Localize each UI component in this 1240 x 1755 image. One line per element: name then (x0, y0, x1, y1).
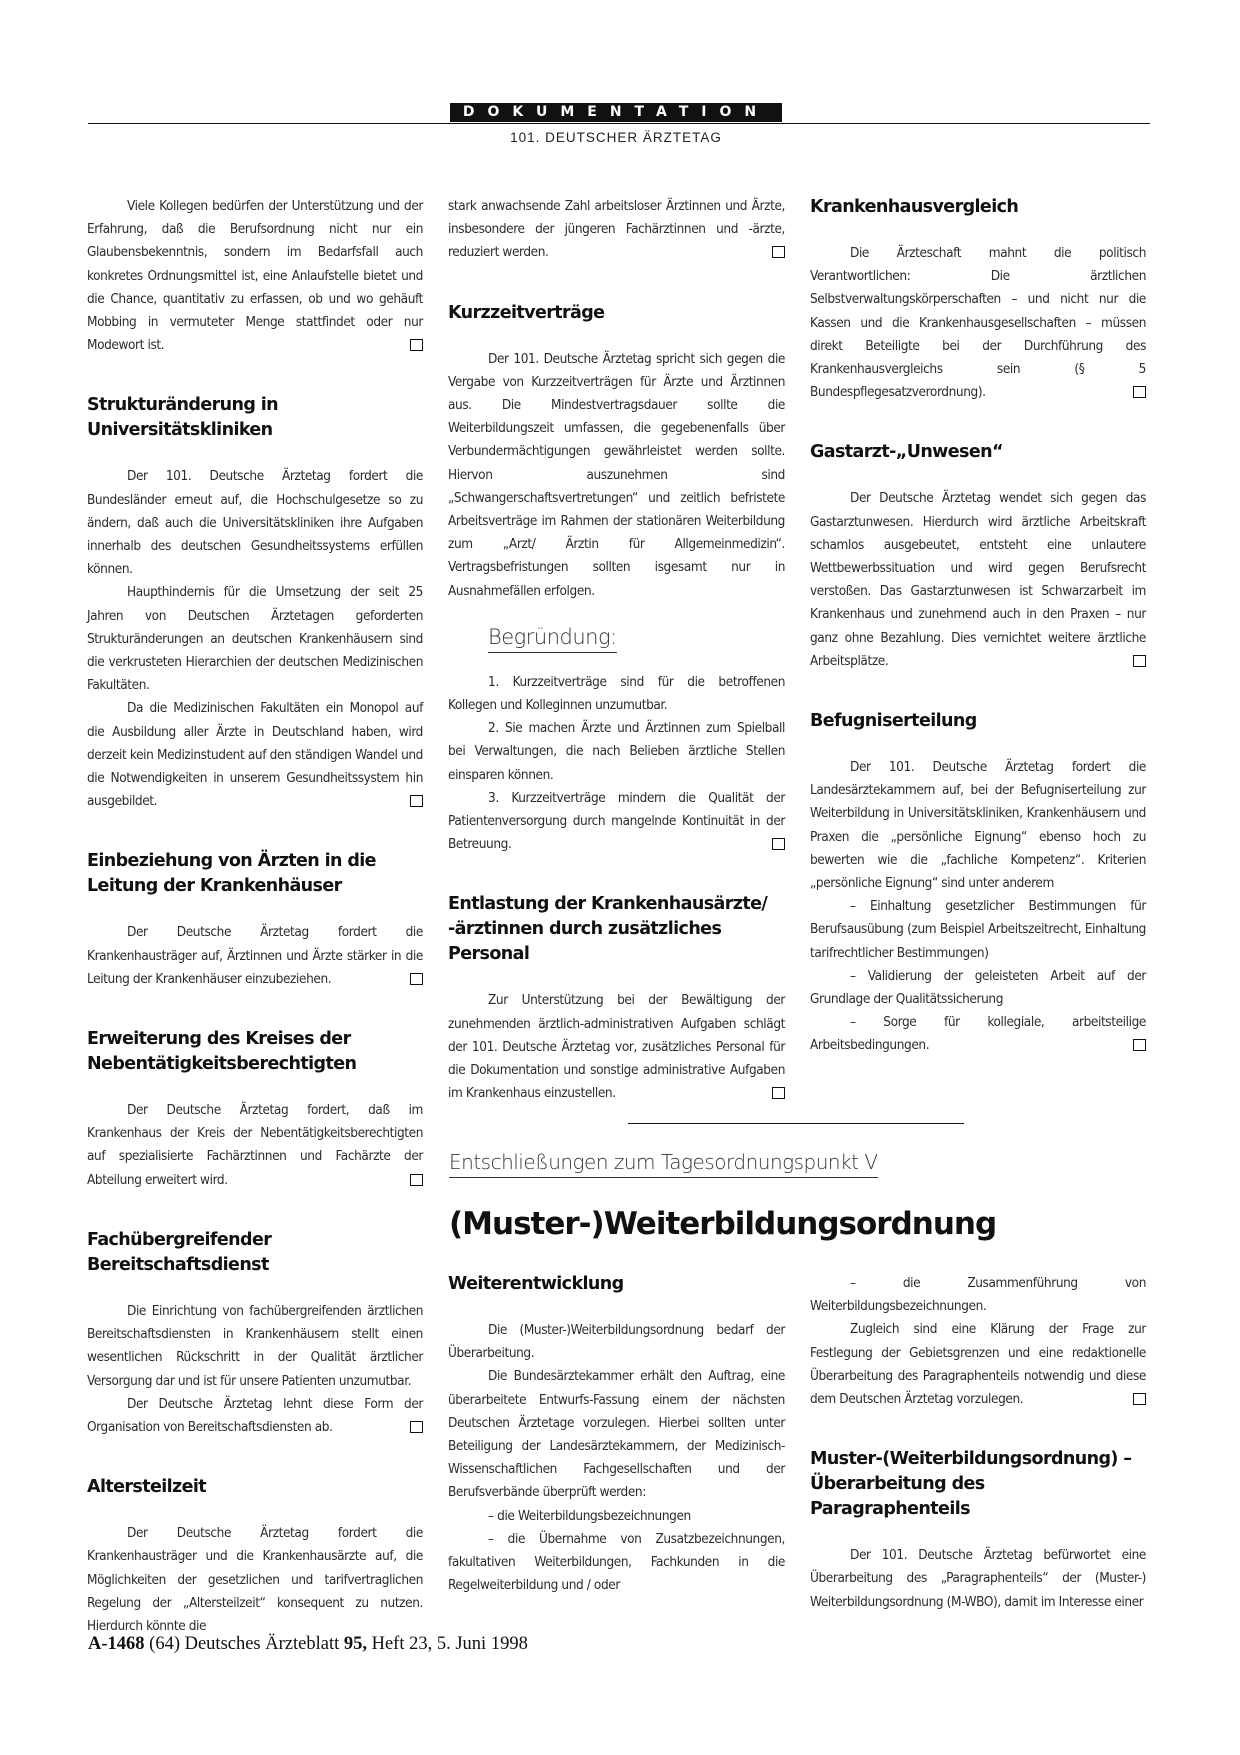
column-middle (448, 195, 785, 1105)
paragraph: 3. Kurzzeitverträge mindern die Qualität der Patientenversorgung durch mangelnde Kontinuität in der Betreuung. (448, 789, 785, 853)
header-rule (88, 123, 1150, 124)
end-box-icon (772, 838, 785, 850)
paragraph: – die Übernahme von Zusatzbezeichnungen, fakultativen Weiterbildungen, Fachkunden in die Regelweiterbildung und / oder (448, 1530, 785, 1594)
paragraph: Der Deutsche Ärztetag fordert die Krankenhausträger auf, Ärztinnen und Ärzte stärker in die Leitung der Krankenhäuser einzubeziehen. (87, 924, 423, 987)
section-heading: Gastarzt-„Unwesen“ (810, 442, 1003, 463)
paragraph: Der Deutsche Ärztetag lehnt diese Form der Organisation von Bereitschaftsdiensten ab. (87, 1395, 423, 1435)
page-footer (88, 1634, 528, 1655)
paragraph: Die Bundesärztekammer erhält den Auftrag, eine überarbeitete Entwurfs-Fassung einem der nächsten Deutschen Ärztetage vorzulegen. Hierbei sollten unter Beteiligung der Landesärztekammern, der Medizinisch-Wissenschaftlichen Fachgesellschaften und der Berufsverbände überprüft werden: (448, 1368, 785, 1501)
end-box-icon (772, 1087, 785, 1099)
paragraph: Die Ärzteschaft mahnt die politisch Verantwortlichen: Die ärztlichen Selbstverwaltungskörperschaften – und nicht nur die Kassen und die Krankenhausgesellschaften – müssen direkt Beteiligte bei der Durchführung des Krankenhausvergleichs sein (§ 5 Bundespflegesatzverordnung). (810, 245, 1146, 401)
paragraph: 2. Sie machen Ärzte und Ärztinnen zum Spielball bei Verwaltungen, die nach Belieben ärztliche Stellen einsparen können. (448, 720, 785, 783)
column-middle-lower (448, 1272, 785, 1597)
section-heading: Befugniserteilung (810, 711, 977, 732)
paragraph: stark anwachsende Zahl arbeitsloser Ärztinnen und Ärzte, insbesondere der jüngeren Fachärztinnen und -ärzte, reduziert werden. (448, 198, 785, 261)
paragraph: Zugleich sind eine Klärung der Frage zur Festlegung der Gebietsgrenzen und eine redaktionelle Überarbeitung des Paragraphenteils notwendig und diese dem Deutschen Ärztetag vorzulegen. (810, 1321, 1146, 1408)
section-band: DOKUMENTATION (450, 103, 782, 122)
paragraph: Der Deutsche Ärztetag wendet sich gegen das Gastarztunwesen. Hierdurch wird ärztliche Arbeitskraft schamlos ausgebeutet, entsteht eine unlautere Wettbewerbssituation und wird gegen Berufsrecht verstoßen. Das Gastarztunwesen ist Schwarzarbeit im Krankenhaus und zunehmend auch in den Praxen – nur ganz ohne Bezahlung. Dies vernichtet weitere ärztliche Arbeitsplätze. (810, 490, 1146, 669)
section-heading: Kurzzeitverträge (448, 302, 605, 323)
end-box-icon (772, 246, 785, 258)
section-heading: Einbeziehung von Ärzten in die Leitung der Krankenhäuser (87, 851, 376, 897)
paragraph: 1. Kurzzeitverträge sind für die betroffenen Kollegen und Kolleginnen unzumutbar. (448, 673, 785, 714)
paragraph: – die Zusammenführung von Weiterbildungsbezeichnungen. (810, 1275, 1146, 1315)
end-box-icon (410, 1174, 423, 1186)
paragraph: – Validierung der geleisteten Arbeit auf der Grundlage der Qualitätssicherung (810, 967, 1146, 1008)
column-left (87, 195, 423, 1638)
section-heading: Fachübergreifender Bereitschaftsdienst (87, 1229, 272, 1275)
paragraph: Da die Medizinischen Fakultäten ein Monopol auf die Ausbildung aller Ärzte in Deutschland haben, wird derzeit kein Medizinstudent auf den ständigen Wandel und die Notwendigkeiten in unserem Gesundheitssystem hin ausgebildet. (87, 700, 423, 810)
paragraph: Viele Kollegen bedürfen der Unterstützung und der Erfahrung, daß die Berufsordnung nicht nur ein Glaubensbekenntnis, sondern im Bedarfsfall auch konkretes Ordnungsmittel ist, eine Anlaufstelle bietet und die Chance, quantitativ zu erfassen, ob und wo gehäuft Mobbing in vermuteter Menge stattfindet oder nur Modewort ist. (87, 198, 423, 354)
end-box-icon (1133, 1039, 1146, 1051)
paragraph: Der Deutsche Ärztetag fordert, daß im Krankenhaus der Kreis der Nebentätigkeitsberechtigten auf spezialisierte Fachärztinnen und Fachärzte der Abteilung erweitert wird. (87, 1102, 423, 1188)
paragraph: Der 101. Deutsche Ärztetag befürwortet eine Überarbeitung des „Paragraphenteils“ der (Muster-) Weiterbildungsordnung (M-WBO), damit im Interesse einer (810, 1547, 1146, 1610)
end-box-icon (1133, 655, 1146, 667)
paragraph: Der Deutsche Ärztetag fordert die Krankenhausträger und die Krankenhausärzte auf, die Möglichkeiten der gesetzlichen und tarifvertraglichen Regelung der „Altersteilzeit“ konsequent zu nutzen. Hierdurch könnte die (87, 1525, 423, 1634)
reasoning-heading: Begründung: (488, 625, 617, 653)
section-heading: Strukturänderung in Universitätskliniken (87, 395, 279, 441)
section-heading: Muster-(Weiterbildungsordnung) – Überarbeitung des Paragraphenteils (810, 1449, 1132, 1520)
end-box-icon (1133, 386, 1146, 398)
end-box-icon (410, 795, 423, 807)
column-right-lower (810, 1272, 1146, 1614)
end-box-icon (410, 973, 423, 985)
section-heading: Entlastung der Krankenhausärzte/ -ärztinnen durch zusätzliches Personal (448, 894, 768, 965)
section-label: Entschließungen zum Tagesordnungspunkt V (449, 1150, 878, 1178)
end-box-icon (410, 339, 423, 351)
section-heading: Krankenhausvergleich (810, 197, 1019, 217)
divider (628, 1123, 964, 1124)
paragraph: Die (Muster-)Weiterbildungsordnung bedarf der Überarbeitung. (448, 1322, 785, 1362)
page-title: (Muster-)Weiterbildungsordnung (449, 1206, 997, 1242)
section-heading: Erweiterung des Kreises der Nebentätigkeitsberechtigten (87, 1029, 357, 1075)
paragraph: – Sorge für kollegiale, arbeitsteilige Arbeitsbedingungen. (810, 1014, 1146, 1054)
paragraph: Haupthindernis für die Umsetzung der seit 25 Jahren von Deutschen Ärztetagen geforderten Strukturänderungen an deutschen Krankenhäusern sind die verkrusteten Hierarchien der deutschen Medizinischen Fakultäten. (87, 584, 423, 694)
section-heading: Weiterentwicklung (448, 1274, 624, 1294)
column-right (810, 195, 1146, 1058)
paragraph: Zur Unterstützung bei der Bewältigung der zunehmenden ärztlich-administrativen Aufgaben schlägt der 101. Deutsche Ärztetag vor, zusätzliches Personal für die Dokumentation und sonstige administrative Aufgaben im Krankenhaus einzustellen. (448, 992, 785, 1102)
issue-date: Heft 23, 5. Juni 1998 (371, 1634, 528, 1654)
section-heading: Altersteilzeit (87, 1477, 207, 1498)
journal-name: (64) Deutsches Ärzteblatt (149, 1634, 340, 1654)
end-box-icon (1133, 1393, 1146, 1405)
paragraph: Der 101. Deutsche Ärztetag fordert die Bundesländer erneut auf, die Hochschulgesetze so zu ändern, daß auch die Universitätskliniken ihre Aufgaben innerhalb des deutschen Gesundheitssystems erfüllen können. (87, 468, 423, 578)
end-box-icon (410, 1421, 423, 1433)
header-subtitle: 101. DEUTSCHER ÄRZTETAG (510, 130, 722, 145)
paragraph: Der 101. Deutsche Ärztetag fordert die Landesärztekammern auf, bei der Befugniserteilung zur Weiterbildung in Universitätskliniken, Krankenhäusern und Praxen die „persönliche Eignung“ ebenso hoch zu bewerten wie die „fachliche Kompetenz“. Kriterien „persönliche Eignung“ sind unter anderem (810, 759, 1146, 892)
paragraph: Die Einrichtung von fachübergreifenden ärztlichen Bereitschaftsdiensten in Krankenhäusern stellt einen wesentlichen Rückschritt in der Qualität ärztlicher Versorgung dar und ist für unsere Patienten unzumutbar. (87, 1302, 423, 1389)
paragraph: Der 101. Deutsche Ärztetag spricht sich gegen die Vergabe von Kurzzeitverträgen für Ärzte und Ärztinnen aus. Die Mindestvertragsdauer sollte die Weiterbildungszeit umfassen, die gegebenenfalls über Verbundermächtigungen gewährleistet werden sollte. Hiervon auszunehmen sind „Schwangerschaftsvertretungen“ und zeitlich befristete Arbeitsverträge im Rahmen der stationären Weiterbildung zum „Arzt/ Ärztin für Allgemeinmedizin“. Vertragsbefristungen sollten isgesamt nur in Ausnahmefällen erfolgen. (448, 350, 785, 599)
paragraph: – Einhaltung gesetzlicher Bestimmungen für Berufsausübung (zum Beispiel Arbeitszeitrecht, Einhaltung tarifrechtlicher Bestimmungen) (810, 898, 1146, 961)
volume: 95, (343, 1634, 367, 1654)
page-number: A-1468 (88, 1634, 145, 1654)
paragraph: – die Weiterbildungsbezeichnungen (488, 1507, 691, 1524)
